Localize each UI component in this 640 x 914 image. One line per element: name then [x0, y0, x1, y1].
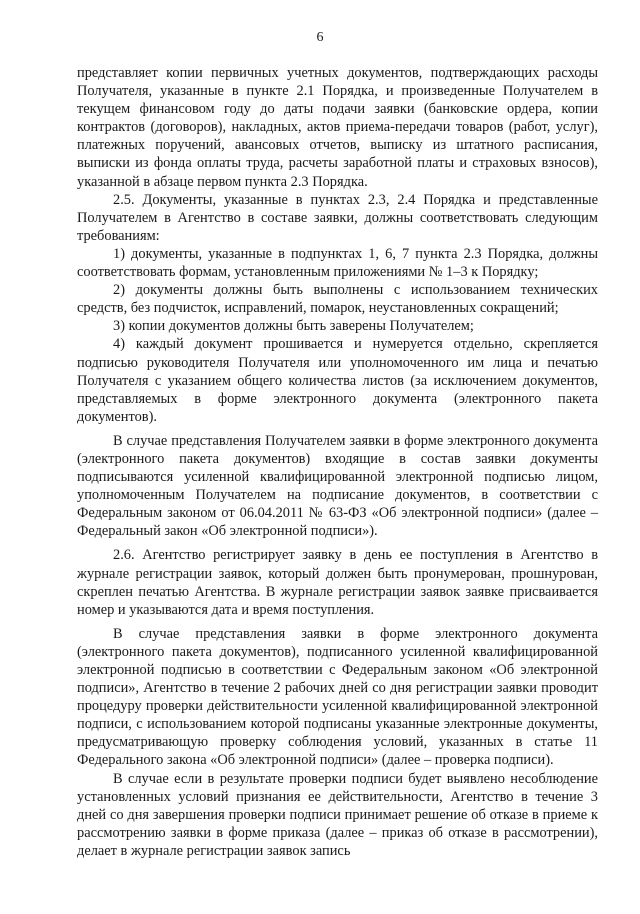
list-item-3: 3) копии документов должны быть заверены Получателем; [113, 318, 474, 335]
paragraph-electronic-submission: В случае представления Получателем заявки в форме электронного документа (электронного пакета документов) входящие в состав заявки документы подписываются усиленной квалифицированной электронной подписью лицом, уполномоченным Получателем на подписание документов, в соответствии с Федеральным законом от 06.04.2011 № 63-ФЗ «Об электронной подписи» (далее – Федеральный закон «Об электронной подписи»). [77, 432, 598, 540]
list-item-4: 4) каждый документ прошивается и нумеруется отдельно, скрепляется подписью руководителя Получателя или уполномоченного им лица и печатью Получателя с указанием общего количества листов (за исключением документов, представляемых в форме электронного документа (электронного пакета документов). [77, 336, 598, 425]
paragraph-continuation: представляет копии первичных учетных документов, подтверждающих расходы Получателя, указанные в пункте 2.1 Порядка, и произведенные Получателем в текущем финансовом году до даты подачи заявки (банковские ордера, копии контрактов (договоров), накладных, актов приема-передачи товаров (работ, услуг), платежных поручений, авансовых отчетов, выписку из штатного расписания, выписки из фонда оплаты труда, расчеты заработной платы и страховых взносов), указанной в абзаце первом пункта 2.3 Порядка. [77, 65, 598, 190]
paragraph-refusal: В случае если в результате проверки подписи будет выявлено несоблюдение установленных условий признания ее действительности, Агентство в течение 3 дней со дня завершения проверки подписи принимает решение об отказе в приеме к рассмотрению заявки в форме приказа (далее – приказ об отказе в рассмотрении), делает в журнале регистрации заявок запись [77, 770, 598, 859]
list-item-2: 2) документы должны быть выполнены с использованием технических средств, без подчисток, исправлений, помарок, неустановленных сокращений; [77, 282, 598, 317]
document-body [77, 64, 598, 860]
page-number: 6 [316, 30, 324, 45]
paragraph-2-6: 2.6. Агентство регистрирует заявку в день ее поступления в Агентство в журнале регистрации заявок, который должен быть пронумерован, прошнурован, скреплен печатью Агентства. В журнале регистрации заявок заявке присваивается номер и указываются дата и время поступления. [77, 547, 598, 618]
list-item-1: 1) документы, указанные в подпунктах 1, 6, 7 пункта 2.3 Порядка, должны соответствовать формам, установленным приложениями № 1–3 к Порядку; [77, 245, 598, 281]
paragraph-2-5: 2.5. Документы, указанные в пунктах 2.3, 2.4 Порядка и представленные Получателем в Агентство в составе заявки, должны соответствовать следующим требованиям: [77, 191, 598, 244]
paragraph-signature-check: В случае представления заявки в форме электронного документа (электронного пакета документов), подписанного усиленной квалифицированной электронной подписью в соответствии с Федеральным законом «Об электронной подписи», Агентство в течение 2 рабочих дней со дня регистрации заявки проводит процедуру проверки действительности усиленной квалифицированной электронной подписи, с использованием которой подписаны указанные электронные документы, предусматривающую проверку соблюдения условий, указанных в статье 11 Федерального закона «Об электронной подписи» (далее – проверка подписи). [77, 625, 598, 769]
